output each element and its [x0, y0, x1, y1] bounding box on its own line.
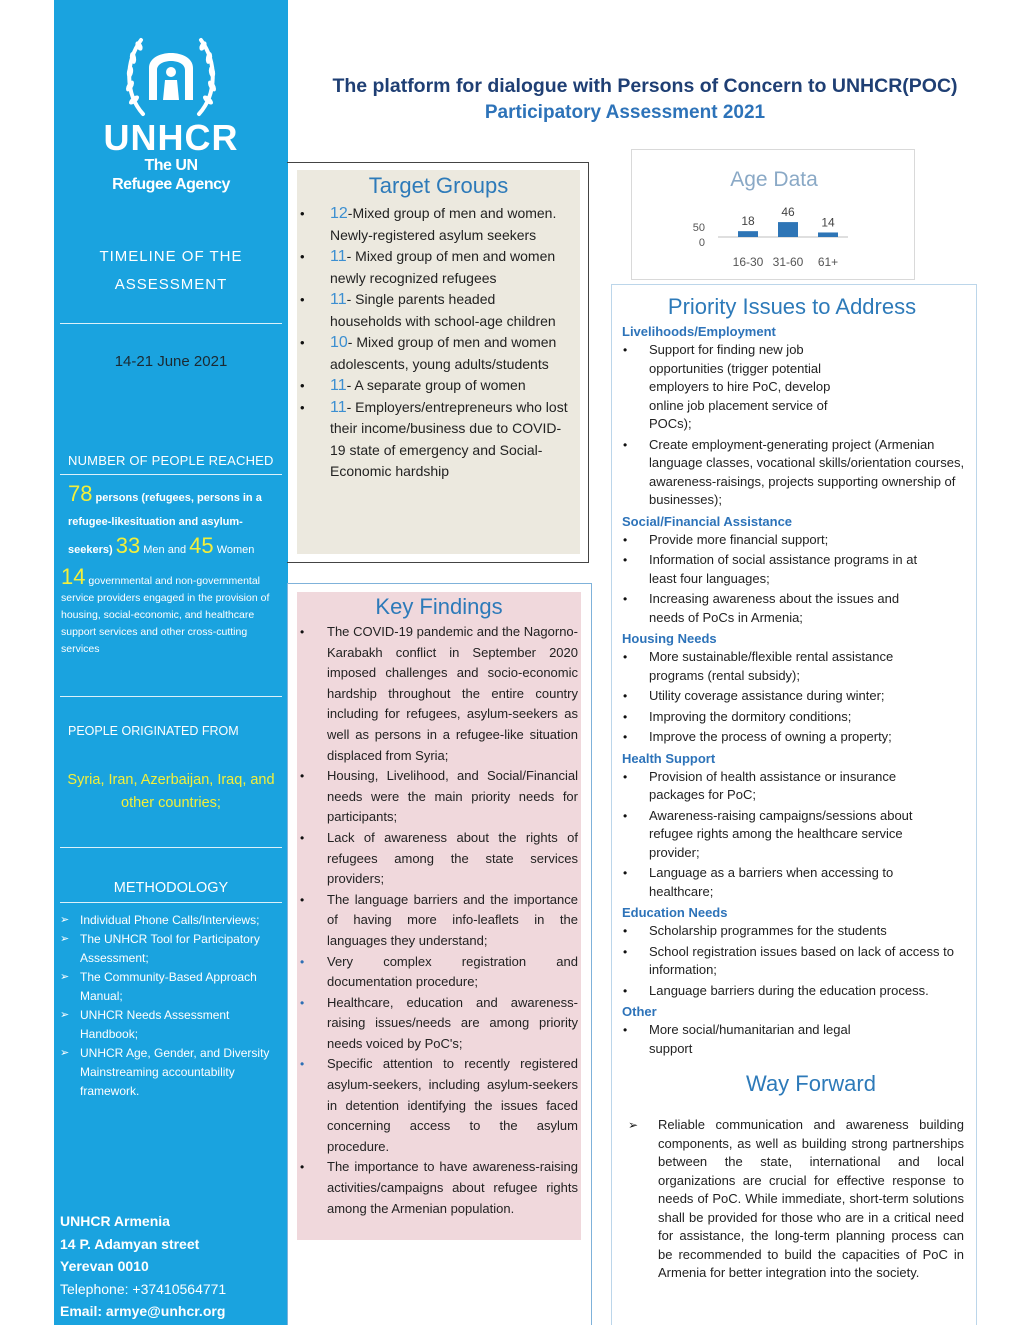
reached-total: 78 — [68, 481, 93, 506]
document-subtitle: Participatory Assessment 2021 — [484, 102, 766, 123]
gov-count: 14 — [61, 564, 86, 589]
chart-title: Age Data — [730, 168, 818, 191]
category-health: Health Support — [622, 750, 716, 766]
methodology-item: ➢ UNHCR Age, Gender, and Diversity Mainstreaming accountability framework. — [60, 1046, 270, 1098]
arrow-bullet-icon: ➢ — [60, 1009, 70, 1021]
logo-tagline-line-1: The UN — [144, 157, 198, 174]
key-finding-item: • The importance to have awareness-raising activities/campaigns about refugee rights among the Armenian population. — [297, 1157, 581, 1219]
women-count: 45 — [189, 533, 214, 558]
way-forward-text — [628, 1116, 964, 1283]
arrow-bullet-icon: ➢ — [60, 971, 70, 983]
target-group-item: • 11- Single parents headed households with school-age children — [297, 289, 580, 332]
contact-street: 14 P. Adamyan street — [60, 1235, 200, 1252]
methodology-item: ➢ UNHCR Needs Assessment Handbook; — [60, 1008, 230, 1041]
key-findings-title: Key Findings — [375, 594, 503, 619]
priority-issues-content — [622, 322, 966, 1060]
contact-block — [60, 1210, 286, 1323]
timeline-date: 14-21 June 2021 — [114, 353, 228, 370]
key-finding-item: • The language barriers and the importance of having more info-leaflets in the languages they understand; — [297, 890, 581, 952]
gov-text: governmental and non-governmental service providers engaged in the provision of housing, social-economic, and healthcare support services and other cross-cutting services — [61, 575, 270, 655]
women-label: Women — [216, 544, 255, 556]
priority-item: • Language barriers during the education process. — [622, 982, 966, 1001]
target-groups-title: Target Groups — [368, 173, 509, 198]
category-education: Education Needs — [622, 905, 728, 920]
priority-issues-title: Priority Issues to Address — [667, 294, 917, 319]
methodology-item: ➢ Individual Phone Calls/Interviews; — [60, 911, 282, 930]
age-chart-svg — [632, 150, 916, 281]
priority-item: • Improve the process of owning a property; — [622, 728, 966, 747]
document-title: The platform for dialogue with Persons of Concern to UNHCR(POC) — [332, 75, 958, 97]
priority-item: • Provide more financial support; — [622, 531, 966, 550]
priority-item: • More sustainable/flexible rental assistance programs (rental subsidy); — [622, 648, 927, 685]
livelihoods-list — [622, 341, 966, 510]
logo-tagline-line-2: Refugee Agency — [112, 176, 230, 193]
divider — [60, 902, 282, 903]
origin-countries: Syria, Iran, Azerbaijan, Iraq, and other countries; — [67, 772, 275, 811]
y-tick-label: 0 — [698, 237, 705, 249]
unhcr-emblem-icon — [121, 28, 221, 120]
other-list — [622, 1021, 966, 1058]
priority-item: • Utility coverage assistance during winter; — [622, 687, 966, 706]
target-groups-list — [297, 203, 580, 483]
health-list — [622, 768, 966, 902]
priority-item: • Awareness-raising campaigns/sessions about refugee rights among the healthcare service provider; — [622, 807, 927, 863]
priority-item: • Improving the dormitory conditions; — [622, 708, 966, 727]
priority-item: • Provision of health assistance or insurance packages for PoC; — [622, 768, 927, 805]
data-label: 18 — [741, 214, 755, 229]
key-finding-item: • Lack of awareness about the rights of refugees among the state services providers; — [297, 828, 581, 890]
timeline-heading-line-2: ASSESSMENT — [114, 276, 228, 293]
key-finding-item: • Healthcare, education and awareness-raising issues/needs are among priority needs voiced by PoC's; — [297, 993, 581, 1055]
men-count: 33 — [115, 533, 141, 558]
housing-list — [622, 648, 966, 747]
priority-item: • Create employment-generating project (Armenian language classes, vocational skills/orientation courses, awareness-raisings, projects supporting ownership of businesses); — [622, 436, 966, 510]
divider — [60, 474, 282, 475]
contact-city: Yerevan 0010 — [60, 1258, 149, 1274]
bar-16-30 — [738, 231, 758, 237]
x-tick-label: 31-60 — [772, 255, 804, 269]
methodology-item: ➢ The UNHCR Tool for Participatory Assessment; — [60, 932, 260, 965]
category-other: Other — [622, 1004, 657, 1019]
timeline-heading-line-1: TIMELINE OF THE — [99, 248, 243, 265]
priority-item: • Language as a barriers when accessing to healthcare; — [622, 864, 912, 901]
way-forward-body: Reliable communication and awareness building components, as well as building strong partnerships between the state, international and local organizations are crucial for effective response to needs of PoC. While immediate, short-term solutions shall be provided for those who are in a critical need for assistance, the long-term planning process can be recommended to build the capacities of PoC in Armenia for better integration into the society. — [658, 1117, 964, 1280]
service-providers-summary — [61, 564, 283, 658]
methodology-item: ➢ The Community-Based Approach Manual; — [60, 970, 257, 1003]
data-label: 14 — [821, 215, 835, 230]
priority-item: • Information of social assistance programs in at least four languages; — [622, 551, 922, 588]
key-finding-item: • Specific attention to recently registered asylum-seekers, including asylum-seekers in detention identifying the issues faced concerning access to the asylum procedure. — [297, 1054, 581, 1157]
target-group-item: • 10- Mixed group of men and women adolescents, young adults/students — [297, 332, 580, 375]
contact-phone: Telephone: +37410564771 — [60, 1280, 227, 1297]
key-finding-item: • The COVID-19 pandemic and the Nagorno-Karabakh conflict in September 2020 imposed challenges and socio-economic hardship throughout the entire country including for refugees, asylum-seekers as well as persons in a refugee-like situation displaced from Syria; — [297, 622, 581, 766]
arrow-bullet-icon: ➢ — [60, 914, 70, 926]
origin-heading: PEOPLE ORIGINATED FROM — [68, 724, 239, 738]
people-reached-summary — [68, 482, 286, 562]
logo-wordmark: UNHCR — [103, 117, 239, 158]
category-housing: Housing Needs — [622, 631, 717, 646]
bar-61+ — [818, 232, 838, 237]
sidebar — [54, 0, 288, 1325]
arrow-bullet-icon: ➢ — [60, 933, 70, 945]
age-data-chart — [631, 149, 915, 280]
data-label: 46 — [781, 205, 795, 220]
target-group-item: • 11- A separate group of women — [297, 375, 580, 397]
y-tick-label: 50 — [692, 222, 705, 234]
x-tick-label: 61+ — [817, 255, 839, 269]
bar-31-60 — [778, 222, 798, 237]
education-list — [622, 922, 966, 1000]
priority-item: • Increasing awareness about the issues and needs of PoCs in Armenia; — [622, 590, 922, 627]
target-group-item: • 11- Employers/entrepreneurs who lost their income/business due to COVID-19 state of emergency and Social-Economic hardship — [297, 397, 580, 483]
target-group-item: • 11- Mixed group of men and women newly recognized refugees — [297, 246, 580, 289]
target-group-item: • 12-Mixed group of men and women. Newly-registered asylum seekers — [297, 203, 580, 246]
way-forward-title: Way Forward — [746, 1071, 876, 1096]
key-finding-item: • Housing, Livelihood, and Social/Financial needs were the main priority needs for participants; — [297, 766, 581, 828]
key-findings-list — [297, 622, 581, 1219]
divider — [60, 847, 282, 848]
reached-total-text: persons (refugees, persons in a refugee-likesituation and asylum-seekers) — [68, 492, 262, 556]
divider — [60, 323, 282, 324]
arrow-bullet-icon: ➢ — [60, 1047, 70, 1059]
contact-email: Email: armye@unhcr.org — [60, 1303, 226, 1319]
category-livelihoods: Livelihoods/Employment — [622, 324, 776, 339]
contact-org: UNHCR Armenia — [60, 1213, 170, 1229]
priority-item: • Scholarship programmes for the students — [622, 922, 966, 941]
unhcr-logo — [54, 28, 288, 194]
priority-item: • Support for finding new job opportunities (trigger potential employers to hire PoC, develop online job placement service of POCs); — [622, 341, 847, 434]
arrow-bullet-icon: ➢ — [628, 1118, 639, 1132]
key-findings-panel — [297, 592, 581, 1240]
divider — [60, 696, 282, 697]
methodology-list — [60, 911, 282, 1101]
key-finding-item: • Very complex registration and documentation procedure; — [297, 952, 581, 993]
people-reached-heading: NUMBER OF PEOPLE REACHED — [68, 453, 274, 468]
target-groups-panel — [297, 170, 580, 554]
x-tick-label: 16-30 — [732, 255, 764, 269]
social-financial-list — [622, 531, 966, 628]
priority-item: • School registration issues based on lack of access to information; — [622, 943, 966, 980]
methodology-heading: METHODOLOGY — [113, 880, 229, 896]
men-label: Men and — [143, 544, 187, 556]
priority-item: • More social/humanitarian and legal support — [622, 1021, 882, 1058]
category-social-financial: Social/Financial Assistance — [622, 513, 793, 529]
